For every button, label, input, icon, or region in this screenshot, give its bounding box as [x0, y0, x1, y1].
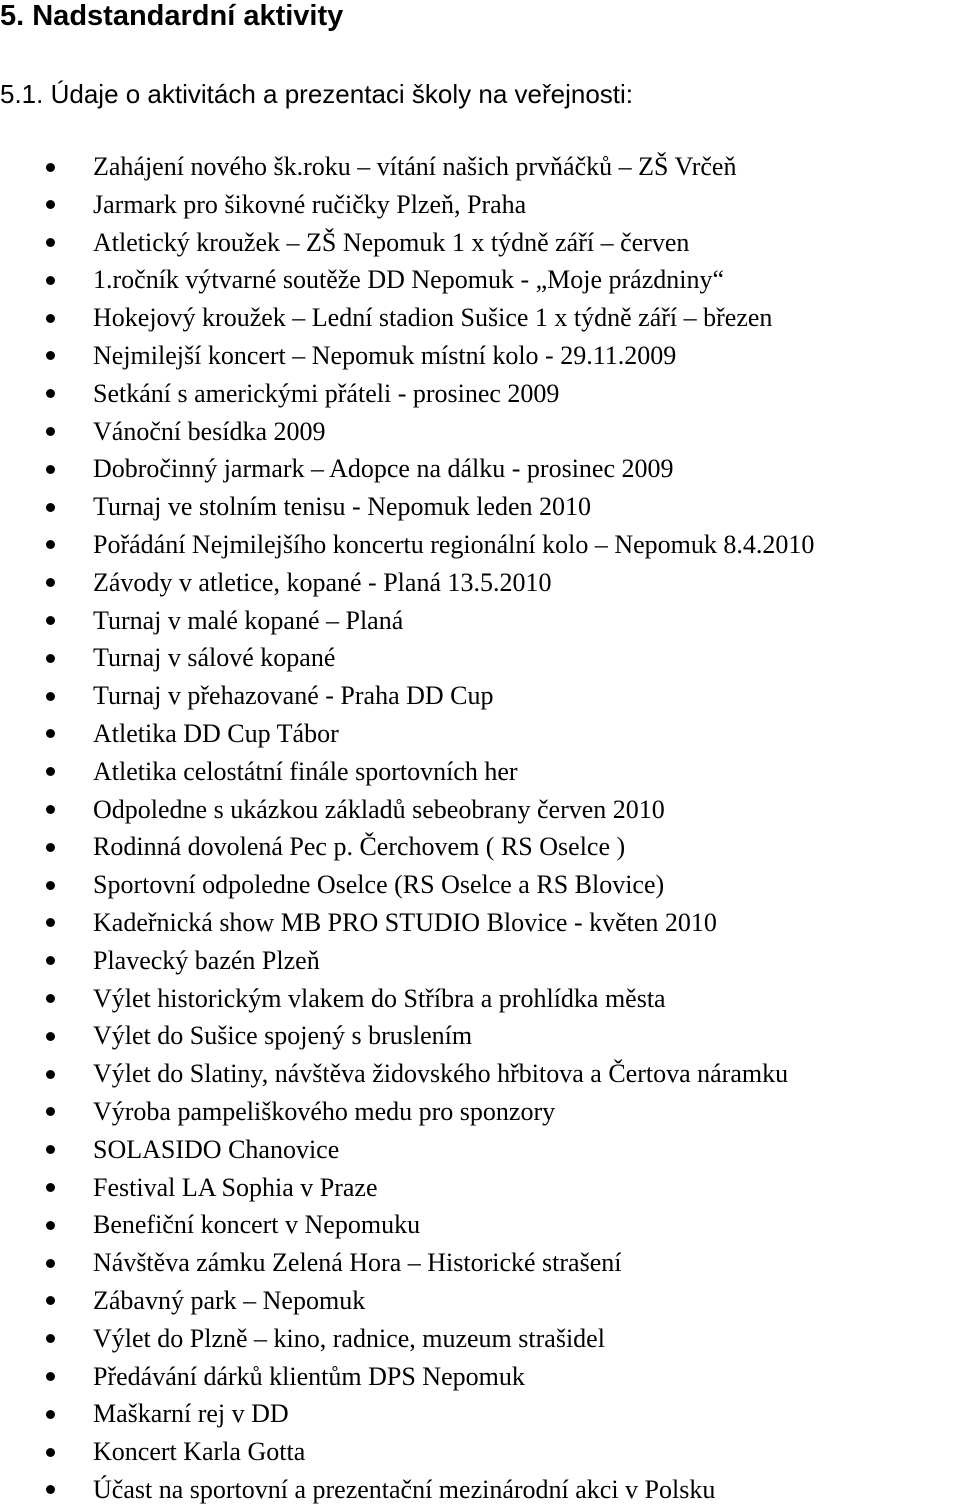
- bullet-icon: [46, 1145, 55, 1154]
- bullet-icon: [46, 918, 55, 927]
- activity-text: Turnaj v malé kopané – Planá: [93, 605, 404, 635]
- bullet-icon: [46, 616, 55, 625]
- bullet-icon: [46, 1107, 55, 1116]
- bullet-icon: [46, 465, 55, 474]
- bullet-icon: [46, 540, 55, 549]
- activity-text: SOLASIDO Chanovice: [93, 1134, 340, 1164]
- activity-text: Atletika celostátní finále sportovních her: [93, 756, 518, 786]
- bullet-icon: [46, 1485, 55, 1494]
- bullet-icon: [46, 427, 55, 436]
- bullet-icon: [46, 1296, 55, 1305]
- bullet-icon: [46, 578, 55, 587]
- activity-text: Festival LA Sophia v Praze: [93, 1172, 378, 1202]
- bullet-icon: [46, 1372, 55, 1381]
- activity-text: 1.ročník výtvarné soutěže DD Nepomuk - „Moje prázdniny“: [93, 265, 725, 295]
- activity-text: Výlet do Slatiny, návštěva židovského hřbitova a Čertova náramku: [93, 1059, 789, 1089]
- bullet-icon: [46, 767, 55, 776]
- bullet-icon: [46, 1070, 55, 1079]
- activity-text: Koncert Karla Gotta: [93, 1437, 306, 1467]
- activity-text: Závody v atletice, kopané - Planá 13.5.2010: [93, 567, 552, 597]
- bullet-icon: [46, 1448, 55, 1457]
- activity-text: Turnaj v sálové kopané: [93, 643, 336, 673]
- activity-text: Pořádání Nejmilejšího koncertu regionální kolo – Nepomuk 8.4.2010: [93, 529, 815, 559]
- activity-text: Vánoční besídka 2009: [93, 416, 326, 446]
- activity-text: Výlet do Plzně – kino, radnice, muzeum strašidel: [93, 1323, 605, 1353]
- activity-text: Sportovní odpoledne Oselce (RS Oselce a RS Blovice): [93, 870, 665, 900]
- activity-text: Výlet do Sušice spojený s bruslením: [93, 1021, 473, 1051]
- activity-text: Předávání dárků klientům DPS Nepomuk: [93, 1361, 525, 1391]
- bullet-icon: [46, 1221, 55, 1230]
- activity-text: Atletika DD Cup Tábor: [93, 718, 339, 748]
- activity-text: Turnaj v přehazované - Praha DD Cup: [93, 681, 494, 711]
- bullet-icon: [46, 881, 55, 890]
- bullet-icon: [46, 994, 55, 1003]
- bullet-icon: [46, 1032, 55, 1041]
- activity-text: Turnaj ve stolním tenisu - Nepomuk leden 2010: [93, 492, 592, 522]
- activity-text: Jarmark pro šikovné ručičky Plzeň, Praha: [93, 189, 527, 219]
- activity-text: Účast na sportovní a prezentační mezinárodní akci v Polsku: [93, 1474, 716, 1504]
- bullet-icon: [46, 1259, 55, 1268]
- bullet-icon: [46, 276, 55, 285]
- bullet-icon: [46, 351, 55, 360]
- activity-text: Benefiční koncert v Nepomuku: [93, 1210, 421, 1240]
- bullet-icon: [46, 692, 55, 701]
- bullet-icon: [46, 1410, 55, 1419]
- activity-text: Nejmilejší koncert – Nepomuk místní kolo - 29.11.2009: [93, 340, 677, 370]
- bullet-icon: [46, 163, 55, 172]
- activity-text: Výroba pampeliškového medu pro sponzory: [93, 1096, 556, 1126]
- activity-text: Kadeřnická show MB PRO STUDIO Blovice - květen 2010: [93, 907, 717, 937]
- bullet-icon: [46, 503, 55, 512]
- bullet-icon: [46, 200, 55, 209]
- bullet-icon: [46, 314, 55, 323]
- bullet-icon: [46, 956, 55, 965]
- activity-text: Setkání s americkými přáteli - prosinec 2009: [93, 378, 560, 408]
- bullet-icon: [46, 843, 55, 852]
- bullet-icon: [46, 1183, 55, 1192]
- bullet-icon: [46, 805, 55, 814]
- bullet-icon: [46, 729, 55, 738]
- activity-text: Plavecký bazén Plzeň: [93, 945, 320, 975]
- activity-text: Odpoledne s ukázkou základů sebeobrany červen 2010: [93, 794, 665, 824]
- subsection-heading: 5.1. Údaje o aktivitách a prezentaci školy na veřejnosti:: [0, 79, 634, 109]
- section-heading: 5. Nadstandardní aktivity: [0, 0, 344, 32]
- bullet-icon: [46, 1334, 55, 1343]
- activity-text: Hokejový kroužek – Lední stadion Sušice 1 x týdně září – březen: [93, 303, 773, 333]
- activity-text: Výlet historickým vlakem do Stříbra a prohlídka města: [93, 983, 666, 1013]
- activity-text: Rodinná dovolená Pec p. Čerchovem ( RS Oselce ): [93, 832, 626, 862]
- activity-text: Dobročinný jarmark – Adopce na dálku - prosinec 2009: [93, 454, 674, 484]
- activity-text: Maškarní rej v DD: [93, 1399, 289, 1429]
- bullet-icon: [46, 389, 55, 398]
- activity-text: Atletický kroužek – ZŠ Nepomuk 1 x týdně září – červen: [93, 227, 690, 257]
- activity-text: Zábavný park – Nepomuk: [93, 1285, 366, 1315]
- bullet-icon: [46, 238, 55, 247]
- activity-text: Zahájení nového šk.roku – vítání našich prvňáčků – ZŠ Vrčeň: [93, 152, 737, 181]
- bullet-icon: [46, 654, 55, 663]
- activity-text: Návštěva zámku Zelená Hora – Historické strašení: [93, 1248, 622, 1278]
